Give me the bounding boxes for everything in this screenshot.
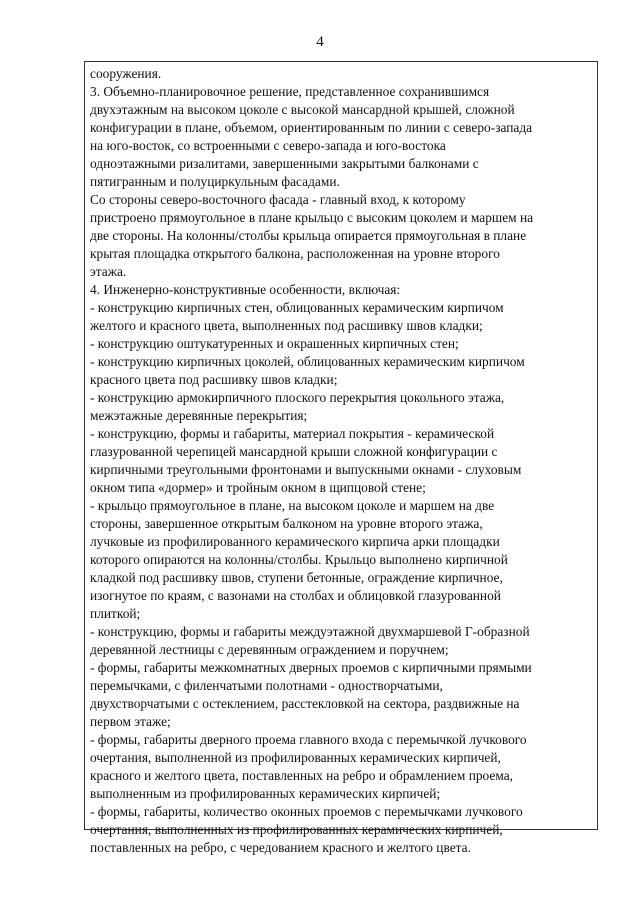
text-line: изогнутое по краям, с вазонами на столбах и облицовкой глазурованной [90,588,501,603]
text-line: - формы, габариты дверного проема главного входа с перемычкой лучкового [90,732,527,747]
text-frame [84,61,598,855]
text-line: конфигурации в плане, объемом, ориентированным по линии с северо-запада [90,120,533,135]
text-line: - конструкцию кирпичных стен, облицованных керамическим кирпичом [90,300,504,315]
text-line: плиткой; [90,606,141,621]
text-line: двухстворчатыми с остеклением, расстекловкой на сектора, раздвижные на [90,696,520,711]
text-line: - крыльцо прямоугольное в плане, на высоком цоколе и маршем на две [90,498,495,513]
text-line: - конструкцию, формы и габариты междуэтажной двухмаршевой Г-образной [90,624,530,639]
text-line: две стороны. На колонны/столбы крыльца опирается прямоугольная в плане [90,228,527,243]
text-line: кирпичными треугольными фронтонами и выпускными окнами - слуховым [90,462,522,477]
text-line: лучковые из профилированного керамического кирпича арки площадки [90,534,500,549]
text-line: красного и желтого цвета, поставленных на ребро и обрамлением проема, [90,768,514,783]
text-line: очертания, выполненной из профилированных керамических кирпичей, [90,750,501,765]
text-line: 4. Инженерно-конструктивные особенности, включая: [90,282,401,297]
text-line: глазурованной черепицей мансардной крыши сложной конфигурации с [90,444,498,459]
text-line: - конструкцию, формы и габариты, материал покрытия - керамической [90,426,495,441]
text-line: - формы, габариты межкомнатных дверных проемов с кирпичными прямыми [90,660,532,675]
text-line: очертания, выполненных из профилированных керамических кирпичей, [90,822,503,837]
text-line: кладкой под расшивку швов, ступени бетонные, ограждение кирпичное, [90,570,503,585]
text-line: перемычками, с филенчатыми полотнами - одностворчатыми, [90,678,443,693]
text-line: одноэтажными ризалитами, завершенными закрытыми балконами с [90,156,479,171]
text-line: крытая площадка открытого балкона, расположенная на уровне второго [90,246,500,261]
text-line: поставленных на ребро, с чередованием красного и желтого цвета. [90,840,471,855]
page-number: 4 [316,34,324,50]
text-line: первом этаже; [90,714,171,729]
text-line: межэтажные деревянные перекрытия; [90,408,308,423]
text-line: которого опираются на колонны/столбы. Крыльцо выполнено кирпичной [90,552,508,567]
text-line: - конструкцию кирпичных цоколей, облицованных керамическим кирпичом [90,354,525,369]
text-line: 3. Объемно-планировочное решение, представленное сохранившимся [90,84,490,99]
text-line: - формы, габариты, количество оконных проемов с перемычками лучкового [90,804,523,819]
text-line: двухэтажным на высоком цоколе с высокой мансардной крышей, сложной [90,102,515,117]
text-line: выполненным из профилированных керамических кирпичей; [90,786,441,801]
text-line: сооружения. [90,66,162,81]
text-line: деревянной лестницы с деревянным ограждением и поручнем; [90,642,449,657]
text-line: пятигранным и полуциркульным фасадами. [90,174,340,189]
text-line: красного цвета под расшивку швов кладки; [90,372,338,387]
text-line: - конструкцию армокирпичного плоского перекрытия цокольного этажа, [90,390,505,405]
text-line: - конструкцию оштукатуренных и окрашенных кирпичных стен; [90,336,459,351]
text-line: окном типа «дормер» и тройным окном в щипцовой стене; [90,480,426,495]
text-line: пристроено прямоугольное в плане крыльцо с высоким цоколем и маршем на [90,210,534,225]
text-line: этажа. [90,264,127,279]
text-line: стороны, завершенное открытым балконом на уровне второго этажа, [90,516,483,531]
text-line: на юго-восток, со встроенными с северо-запада и юго-востока [90,138,446,153]
text-line: желтого и красного цвета, выполненных под расшивку швов кладки; [90,318,483,333]
text-line: Со стороны северо-восточного фасада - главный вход, к которому [90,192,466,207]
